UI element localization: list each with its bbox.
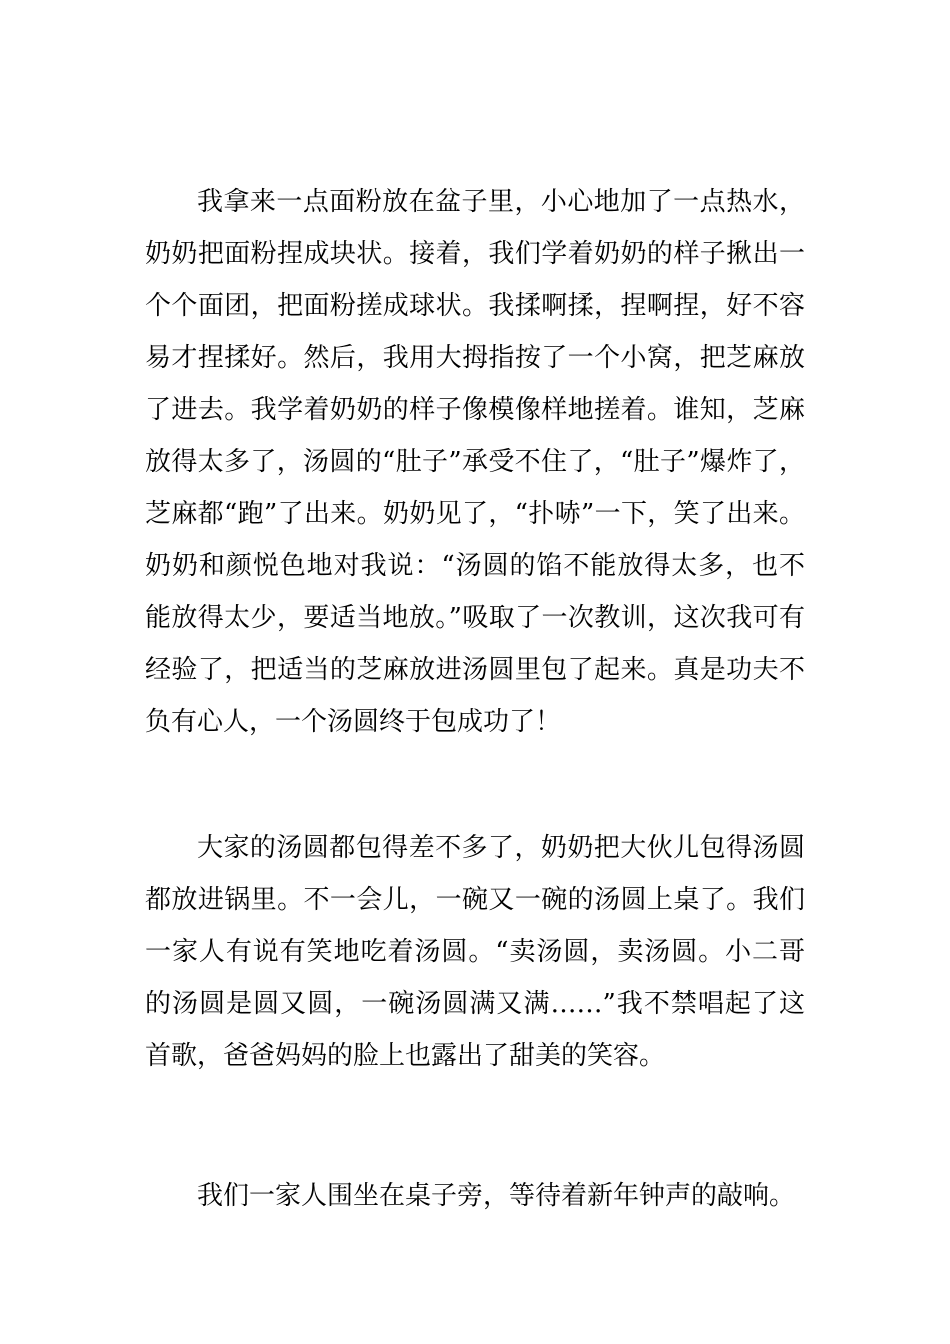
paragraph-making-tangyuan: 我拿来一点面粉放在盆子里，小心地加了一点热水，奶奶把面粉捏成块状。接着，我们学着奶奶的样子揪出一个个面团，把面粉搓成球状。我揉啊揉，捏啊捏，好不容易才捏揉好。然后，我用大拇指按了一个小窝，把芝麻放了进去。我学着奶奶的样子像模像样地搓着。谁知，芝麻放得太多了，汤圆的“肚子”承受不住了，“肚子”爆炸了，芝麻都“跑”了出来。奶奶见了，“扑哧”一下，笑了出来。奶奶和颜悦色地对我说：“汤圆的馅不能放得太多，也不能放得太少，要适当地放。”吸取了一次教训，这次我可有经验了，把适当的芝麻放进汤圆里包了起来。真是功夫不负有心人，一个汤圆终于包成功了！ (145, 187, 805, 737)
paragraph-new-year-bell: 我们一家人围坐在桌子旁，等待着新年钟声的敲响。 (197, 1181, 796, 1211)
paragraph-eating-tangyuan: 大家的汤圆都包得差不多了，奶奶把大伙儿包得汤圆都放进锅里。不一会儿，一碗又一碗的汤圆上桌了。我们一家人有说有笑地吃着汤圆。“卖汤圆，卖汤圆。小二哥的汤圆是圆又圆，一碗汤圆满又满……”我不禁唱起了这首歌，爸爸妈妈的脸上也露出了甜美的笑容。 (145, 833, 805, 1071)
